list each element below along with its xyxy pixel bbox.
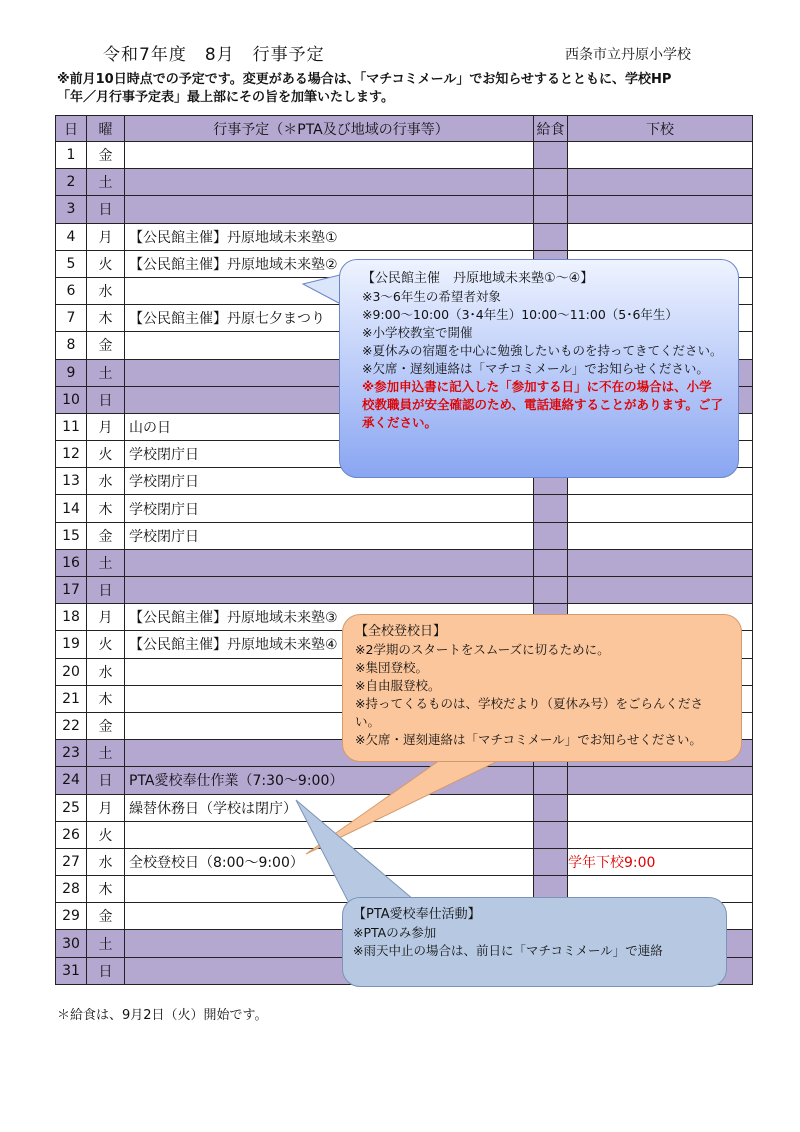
- weekday-cell: 火: [87, 631, 125, 658]
- event-cell: 学校閉庁日: [125, 495, 534, 522]
- day-cell: 19: [56, 631, 87, 658]
- weekday-cell: 土: [87, 169, 125, 196]
- callout-juku-title: 【公民館主催 丹原地域未来塾①～④】: [362, 271, 594, 286]
- event-cell: 【公民館主催】丹原地域未来塾②: [125, 250, 534, 277]
- day-cell: 17: [56, 577, 87, 604]
- weekday-cell: 火: [87, 821, 125, 848]
- day-cell: 4: [56, 223, 87, 250]
- weekday-cell: 水: [87, 658, 125, 685]
- day-cell: 5: [56, 250, 87, 277]
- callout-juku-line: ※夏休みの宿題を中心に勉強したいものを持ってきてください。: [362, 343, 723, 358]
- day-cell: 22: [56, 712, 87, 739]
- weekday-cell: 土: [87, 930, 125, 957]
- callout-pta-title: 【PTA愛校奉仕活動】: [353, 907, 481, 922]
- callout-juku: [339, 259, 739, 478]
- weekday-cell: 木: [87, 495, 125, 522]
- weekday-cell: 土: [87, 359, 125, 386]
- weekday-cell: 金: [87, 142, 125, 169]
- day-cell: 14: [56, 495, 87, 522]
- weekday-cell: 日: [87, 957, 125, 984]
- day-cell: 10: [56, 386, 87, 413]
- callout-juku-line: ※欠席・遅刻連絡は「マチコミメール」でお知らせください。: [362, 361, 709, 376]
- notice-line-2: 「年／月行事予定表」最上部にその旨を加筆いたします。: [57, 90, 394, 105]
- callout-tokoubi-title: 【全校登校日】: [355, 624, 447, 639]
- callout-pta-line: ※雨天中止の場合は、前日に「マチコミメール」で連絡: [353, 943, 663, 958]
- callout-juku-line: ※3～6年生の希望者対象: [362, 289, 501, 304]
- weekday-cell: 木: [87, 685, 125, 712]
- event-cell: 山の日: [125, 413, 534, 440]
- event-cell: 学校閉庁日: [125, 468, 534, 495]
- day-cell: 24: [56, 767, 87, 794]
- day-cell: 30: [56, 930, 87, 957]
- weekday-cell: 水: [87, 277, 125, 304]
- event-cell: 学校閉庁日: [125, 522, 534, 549]
- header-go-home: 下校: [568, 116, 753, 142]
- header-event: 行事予定（＊PTA及び地域の行事等）: [125, 116, 534, 142]
- weekday-cell: 土: [87, 549, 125, 576]
- day-cell: 28: [56, 876, 87, 903]
- day-cell: 29: [56, 903, 87, 930]
- day-cell: 26: [56, 821, 87, 848]
- header-weekday: 曜: [87, 116, 125, 142]
- event-cell: 【公民館主催】丹原地域未来塾④: [125, 631, 534, 658]
- school-name: 西条市立丹原小学校: [565, 47, 691, 63]
- notice-line-1: ※前月10日時点での予定です。変更がある場合は、「マチコミメール」でお知らせするとともに、学校HP: [57, 72, 672, 87]
- callout-pta: [342, 897, 727, 987]
- day-cell: 13: [56, 468, 87, 495]
- event-cell: 学校閉庁日: [125, 441, 534, 468]
- callout-juku-warning: ※参加申込書に記入した「参加する日」に不在の場合は、小学校教職員が安全確認のため、電話連絡することがあります。ご了承ください。: [362, 379, 724, 430]
- event-cell: 繰替休務日（学校は閉庁）: [125, 794, 534, 821]
- weekday-cell: 日: [87, 767, 125, 794]
- day-cell: 15: [56, 522, 87, 549]
- day-cell: 18: [56, 604, 87, 631]
- day-cell: 3: [56, 196, 87, 223]
- day-cell: 9: [56, 359, 87, 386]
- weekday-cell: 土: [87, 740, 125, 767]
- day-cell: 7: [56, 305, 87, 332]
- event-cell: 【公民館主催】丹原七夕まつり: [125, 305, 534, 332]
- weekday-cell: 水: [87, 468, 125, 495]
- weekday-cell: 月: [87, 223, 125, 250]
- weekday-cell: 月: [87, 413, 125, 440]
- event-cell: 【公民館主催】丹原地域未来塾③: [125, 604, 534, 631]
- day-cell: 16: [56, 549, 87, 576]
- callout-tokoubi-line: ※自由服登校。: [355, 678, 441, 693]
- weekday-cell: 金: [87, 712, 125, 739]
- weekday-cell: 日: [87, 196, 125, 223]
- day-cell: 31: [56, 957, 87, 984]
- day-cell: 23: [56, 740, 87, 767]
- day-cell: 8: [56, 332, 87, 359]
- weekday-cell: 金: [87, 903, 125, 930]
- callout-tokoubi-line: ※欠席・遅刻連絡は「マチコミメール」でお知らせください。: [355, 732, 702, 747]
- weekday-cell: 水: [87, 848, 125, 875]
- weekday-cell: 木: [87, 305, 125, 332]
- header-lunch: 給食: [534, 116, 568, 142]
- go-home-cell: 学年下校9:00: [568, 848, 753, 875]
- day-cell: 12: [56, 441, 87, 468]
- callout-tokoubi: [342, 614, 742, 762]
- weekday-cell: 日: [87, 577, 125, 604]
- day-cell: 25: [56, 794, 87, 821]
- weekday-cell: 金: [87, 332, 125, 359]
- day-cell: 20: [56, 658, 87, 685]
- callout-juku-line: ※9:00～10:00（3･4年生）10:00～11:00（5･6年生）: [362, 307, 678, 322]
- event-cell: PTA愛校奉仕作業（7:30～9:00）: [125, 767, 534, 794]
- day-cell: 21: [56, 685, 87, 712]
- callout-juku-line: ※小学校教室で開催: [362, 325, 473, 340]
- callout-tokoubi-line: ※集団登校。: [355, 660, 428, 675]
- day-cell: 27: [56, 848, 87, 875]
- callout-pta-line: ※PTAのみ参加: [353, 925, 437, 940]
- weekday-cell: 木: [87, 876, 125, 903]
- day-cell: 6: [56, 277, 87, 304]
- day-cell: 1: [56, 142, 87, 169]
- footer-note: ＊給食は、9月2日（火）開始です。: [57, 1008, 268, 1023]
- callout-tokoubi-line: ※2学期のスタートをスムーズに切るために。: [355, 642, 610, 657]
- weekday-cell: 日: [87, 386, 125, 413]
- weekday-cell: 火: [87, 441, 125, 468]
- callout-tokoubi-line: ※持ってくるものは、学校だより（夏休み号）をごらんください。: [355, 696, 703, 729]
- day-cell: 2: [56, 169, 87, 196]
- event-cell: 【公民館主催】丹原地域未来塾①: [125, 223, 534, 250]
- weekday-cell: 月: [87, 604, 125, 631]
- page-title: 令和7年度 8月 行事予定: [103, 45, 325, 65]
- weekday-cell: 火: [87, 250, 125, 277]
- header-day: 日: [56, 116, 87, 142]
- callout-pta-tail: [296, 800, 420, 905]
- event-cell: 全校登校日（8:00～9:00）: [125, 848, 534, 875]
- day-cell: 11: [56, 413, 87, 440]
- weekday-cell: 月: [87, 794, 125, 821]
- weekday-cell: 金: [87, 522, 125, 549]
